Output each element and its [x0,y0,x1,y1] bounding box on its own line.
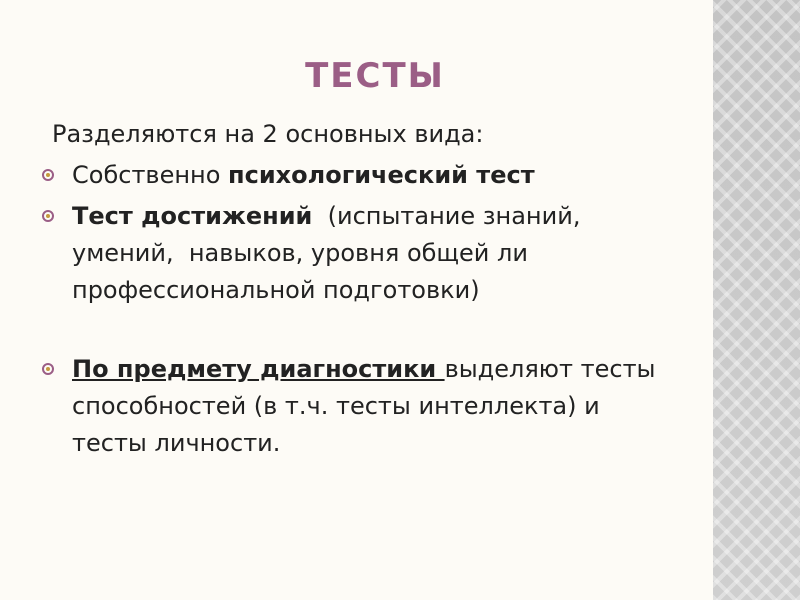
list-item [42,198,682,309]
bullet-icon [42,210,54,222]
item-bold-text: Тест достижений [72,202,313,230]
slide-title: ТЕСТЫ [305,56,445,96]
item-text: Собственно [72,161,229,189]
intro-text: Разделяются на 2 основных вида: [52,120,484,148]
slide-content [42,116,682,466]
list-item [42,157,682,194]
item-text: (испытание знаний, умений, навыков, уровня общей ли профессиональной подготовки) [72,202,589,304]
bullet-icon [42,169,54,181]
list-item [42,351,682,462]
bullet-icon [42,363,54,375]
item-bold-text: психологический тест [228,161,535,189]
item-bold-text: По предмету диагностики [72,355,445,383]
decorative-side-panel [713,0,800,600]
item-text: выделяют тесты способностей (в т.ч. тесты интеллекта) и тесты личности. [72,355,656,457]
